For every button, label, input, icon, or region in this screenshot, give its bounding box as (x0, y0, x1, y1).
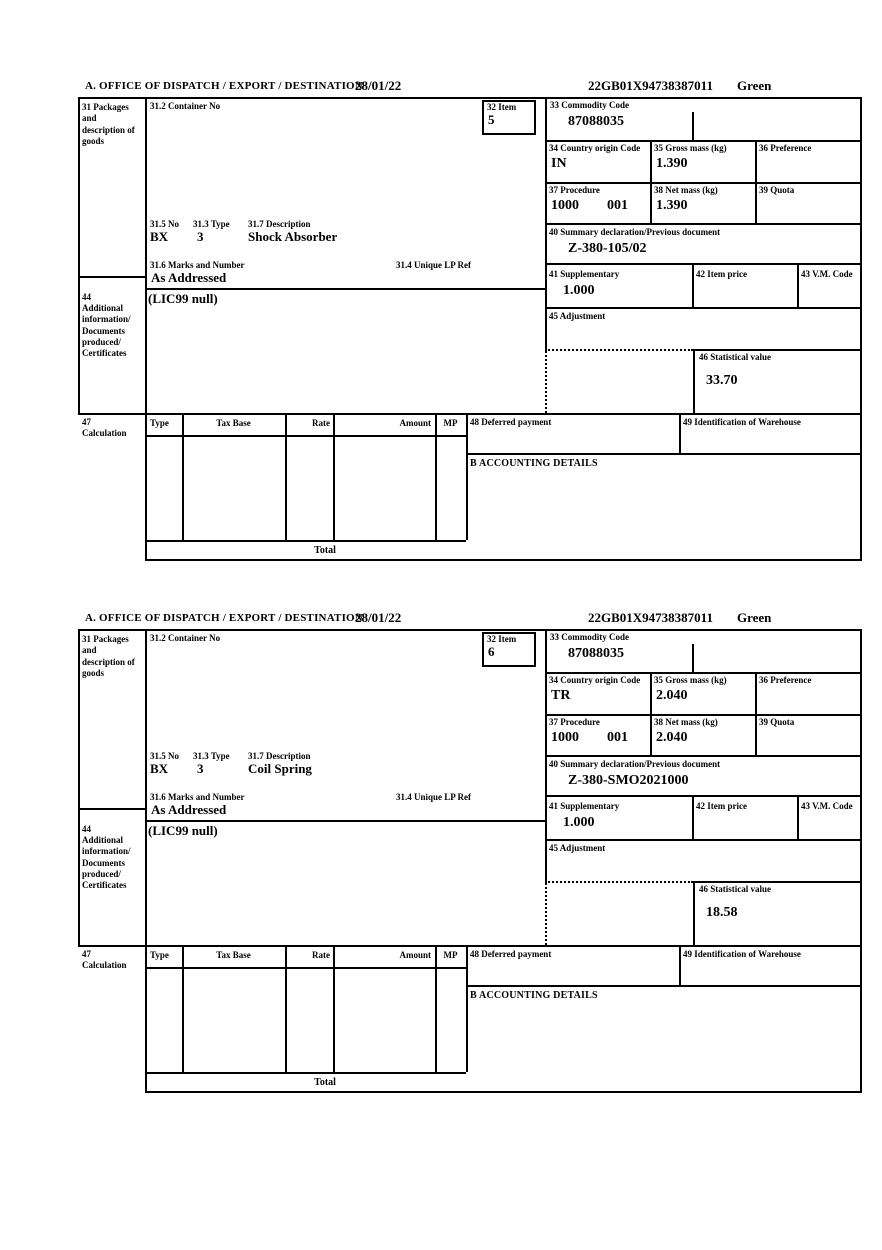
divider (145, 97, 147, 559)
entry-number-value: 22GB01X94738387011 (588, 78, 713, 93)
divider (466, 413, 468, 540)
additional-info-value: (LIC99 null) (148, 291, 218, 306)
country-origin-label: 34 Country origin Code (549, 675, 641, 685)
commodity-code-label: 33 Commodity Code (550, 632, 629, 642)
divider (797, 263, 799, 307)
column-header-type: Type (150, 950, 169, 960)
procedure-value: 1000 (551, 730, 579, 745)
divider (755, 672, 757, 755)
divider (692, 263, 694, 307)
packages-description-label: 31 Packages and description of goods (82, 634, 135, 678)
divider (182, 413, 184, 540)
divider (145, 820, 547, 822)
summary-declaration-label: 40 Summary declaration/Previous document (549, 227, 721, 237)
deferred-payment-label: 48 Deferred payment (470, 417, 552, 427)
preference-label: 36 Preference (759, 675, 812, 685)
divider (78, 945, 862, 947)
net-mass-label: 38 Net mass (kg) (654, 185, 718, 195)
previous-document-value: Z-380-SMO2021000 (568, 773, 689, 788)
package-type-value: 3 (197, 761, 204, 776)
divider (545, 140, 860, 142)
date-value: 28/01/22 (355, 610, 402, 625)
accounting-details-label: B ACCOUNTING DETAILS (470, 458, 598, 469)
net-mass-value: 2.040 (656, 730, 688, 745)
divider (650, 140, 652, 223)
divider (182, 945, 184, 1072)
divider (333, 945, 335, 1072)
column-header-amount: Amount (399, 418, 431, 428)
gross-mass-label: 35 Gross mass (kg) (654, 675, 727, 685)
description-label: 31.7 Description (248, 219, 311, 229)
item-number-value: 5 (488, 112, 495, 127)
additional-info-value: (LIC99 null) (148, 823, 218, 838)
routing-value: Green (737, 78, 772, 93)
dotted-divider (545, 349, 693, 351)
dotted-divider (545, 881, 693, 883)
column-header-rate: Rate (312, 950, 330, 960)
divider (545, 795, 860, 797)
commodity-code-value: 87088035 (568, 646, 624, 661)
divider (145, 1091, 862, 1093)
supplementary-value: 1.000 (563, 283, 595, 298)
calculation-number-label: 47 (82, 417, 91, 427)
divider (545, 839, 860, 841)
divider (860, 629, 862, 1091)
divider (78, 808, 147, 810)
unique-lp-ref-label: 31.4 Unique LP Ref (396, 792, 472, 802)
marks-value: As Addressed (151, 270, 227, 285)
divider (679, 945, 681, 985)
unique-lp-ref-label: 31.4 Unique LP Ref (396, 260, 472, 270)
package-type-value: 3 (197, 229, 204, 244)
divider (145, 288, 547, 290)
summary-declaration-label: 40 Summary declaration/Previous document (549, 759, 721, 769)
divider (545, 755, 860, 757)
package-no-label: 31.5 No (150, 219, 179, 229)
divider (545, 182, 860, 184)
divider (693, 349, 860, 351)
calculation-label: Calculation (82, 960, 127, 970)
divider (545, 307, 860, 309)
column-header-type: Type (150, 418, 169, 428)
divider (693, 881, 860, 883)
column-header-mp: MP (443, 418, 458, 428)
divider (693, 881, 695, 945)
divider (78, 629, 862, 631)
gross-mass-label: 35 Gross mass (kg) (654, 143, 727, 153)
divider (285, 413, 287, 540)
item-price-label: 42 Item price (696, 801, 747, 811)
commodity-code-label: 33 Commodity Code (550, 100, 629, 110)
divider (146, 1072, 466, 1074)
net-mass-label: 38 Net mass (kg) (654, 717, 718, 727)
gross-mass-value: 1.390 (656, 156, 688, 171)
quota-label: 39 Quota (759, 717, 795, 727)
divider (692, 795, 694, 839)
office-of-dispatch-label: A. OFFICE OF DISPATCH / EXPORT / DESTINATION (85, 612, 363, 624)
divider (466, 985, 862, 987)
divider (78, 276, 147, 278)
package-type-label: 31.3 Type (193, 219, 230, 229)
statistical-value-label: 46 Statistical value (699, 884, 771, 894)
item-label: 32 Item (487, 102, 517, 112)
quota-label: 39 Quota (759, 185, 795, 195)
divider (78, 97, 862, 99)
divider (860, 97, 862, 559)
supplementary-value: 1.000 (563, 815, 595, 830)
deferred-payment-label: 48 Deferred payment (470, 949, 552, 959)
vm-code-label: 43 V.M. Code (801, 269, 853, 279)
divider (145, 629, 147, 1091)
procedure-ext-value: 001 (607, 198, 628, 213)
commodity-code-value: 87088035 (568, 114, 624, 129)
divider (285, 945, 287, 1072)
vm-code-label: 43 V.M. Code (801, 801, 853, 811)
previous-document-value: Z-380-105/02 (568, 241, 647, 256)
container-no-label: 31.2 Container No (150, 633, 221, 643)
divider (650, 672, 652, 755)
entry-number-value: 22GB01X94738387011 (588, 610, 713, 625)
preference-label: 36 Preference (759, 143, 812, 153)
package-type-label: 31.3 Type (193, 751, 230, 761)
supplementary-label: 41 Supplementary (549, 801, 620, 811)
statistical-value: 33.70 (706, 373, 738, 388)
calculation-label: Calculation (82, 428, 127, 438)
total-label: Total (314, 545, 336, 556)
divider (692, 644, 694, 672)
additional-info-label: Additional information/ Documents produced/ Certificates (82, 303, 131, 358)
calculation-number-label: 47 (82, 949, 91, 959)
box44-number-label: 44 (82, 824, 91, 834)
office-of-dispatch-label: A. OFFICE OF DISPATCH / EXPORT / DESTINATION (85, 80, 363, 92)
divider (545, 223, 860, 225)
net-mass-value: 1.390 (656, 198, 688, 213)
package-no-value: BX (150, 761, 169, 776)
item-price-label: 42 Item price (696, 269, 747, 279)
divider (78, 97, 80, 414)
description-label: 31.7 Description (248, 751, 311, 761)
divider (78, 413, 862, 415)
column-header-mp: MP (443, 950, 458, 960)
column-header-tax-base: Tax Base (216, 418, 251, 428)
warehouse-id-label: 49 Identification of Warehouse (683, 417, 801, 427)
item-label: 32 Item (487, 634, 517, 644)
item-number-value: 6 (488, 644, 495, 659)
marks-number-label: 31.6 Marks and Number (150, 260, 245, 270)
routing-value: Green (737, 610, 772, 625)
divider (435, 945, 437, 1072)
procedure-ext-value: 001 (607, 730, 628, 745)
marks-value: As Addressed (151, 802, 227, 817)
package-no-label: 31.5 No (150, 751, 179, 761)
country-origin-label: 34 Country origin Code (549, 143, 641, 153)
accounting-details-label: B ACCOUNTING DETAILS (470, 990, 598, 1001)
divider (333, 413, 335, 540)
country-origin-value: TR (551, 688, 571, 703)
adjustment-label: 45 Adjustment (549, 311, 606, 321)
divider (146, 967, 466, 969)
total-label: Total (314, 1077, 336, 1088)
divider (692, 112, 694, 140)
procedure-label: 37 Procedure (549, 185, 600, 195)
procedure-value: 1000 (551, 198, 579, 213)
box44-number-label: 44 (82, 292, 91, 302)
divider (755, 140, 757, 223)
dotted-divider (545, 351, 547, 413)
procedure-label: 37 Procedure (549, 717, 600, 727)
declaration-form-section (0, 532, 882, 1097)
divider (797, 795, 799, 839)
gross-mass-value: 2.040 (656, 688, 688, 703)
additional-info-label: Additional information/ Documents produced/ Certificates (82, 835, 131, 890)
column-header-tax-base: Tax Base (216, 950, 251, 960)
declaration-form-section (0, 0, 882, 565)
column-header-rate: Rate (312, 418, 330, 428)
goods-description-value: Coil Spring (248, 761, 312, 776)
supplementary-label: 41 Supplementary (549, 269, 620, 279)
package-no-value: BX (150, 229, 169, 244)
divider (693, 349, 695, 413)
packages-description-label: 31 Packages and description of goods (82, 102, 135, 146)
adjustment-label: 45 Adjustment (549, 843, 606, 853)
divider (466, 453, 862, 455)
statistical-value-label: 46 Statistical value (699, 352, 771, 362)
warehouse-id-label: 49 Identification of Warehouse (683, 949, 801, 959)
date-value: 28/01/22 (355, 78, 402, 93)
divider (435, 413, 437, 540)
container-no-label: 31.2 Container No (150, 101, 221, 111)
dotted-divider (545, 883, 547, 945)
marks-number-label: 31.6 Marks and Number (150, 792, 245, 802)
divider (679, 413, 681, 453)
divider (545, 263, 860, 265)
column-header-amount: Amount (399, 950, 431, 960)
goods-description-value: Shock Absorber (248, 229, 338, 244)
statistical-value: 18.58 (706, 905, 738, 920)
country-origin-value: IN (551, 156, 567, 171)
divider (545, 714, 860, 716)
divider (146, 435, 466, 437)
divider (466, 945, 468, 1072)
divider (545, 672, 860, 674)
divider (78, 629, 80, 946)
